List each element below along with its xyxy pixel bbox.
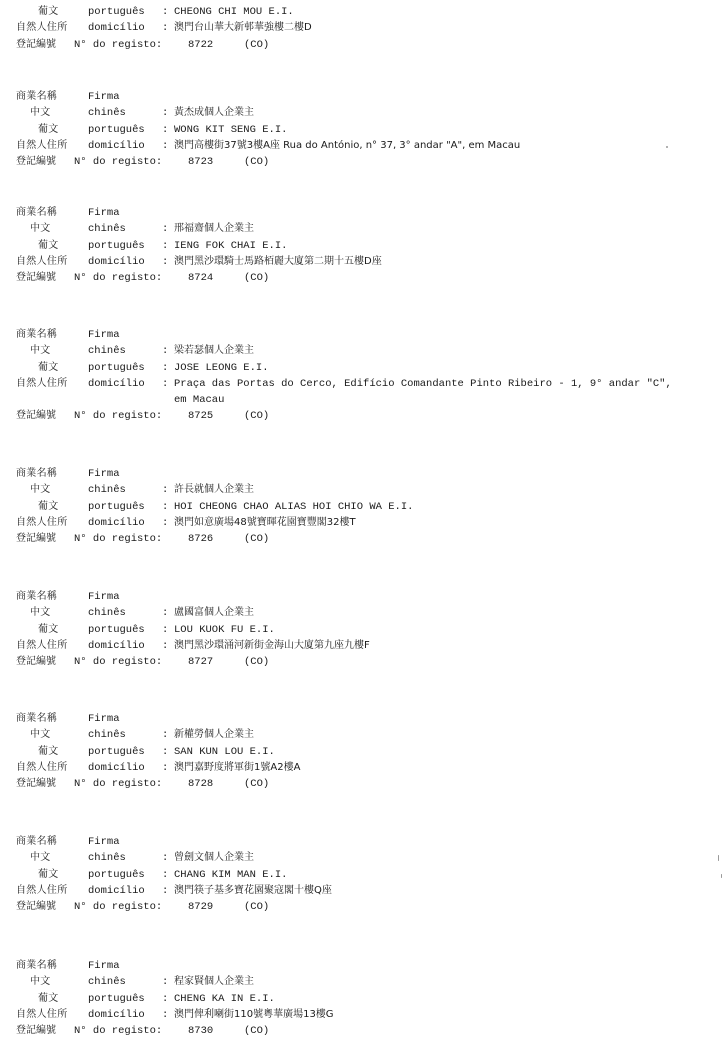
portuguese-name-value: LOU KUOK FU E.I. xyxy=(174,623,275,636)
portuguese-label-zh: 葡文 xyxy=(38,239,59,251)
registration-code: (CO) xyxy=(244,38,270,51)
domicile-label-zh: 自然人住所 xyxy=(16,761,68,773)
portuguese-name-value: HOI CHEONG CHAO ALIAS HOI CHIO WA E.I. xyxy=(174,500,414,513)
registration-code: (CO) xyxy=(244,156,270,169)
domicile-label-zh: 自然人住所 xyxy=(16,22,68,34)
registration-label-pt: N° do registo: xyxy=(74,656,163,669)
portuguese-name-row xyxy=(16,360,716,376)
chinese-name-value: 邢福齋個人企業主 xyxy=(174,223,254,235)
portuguese-label-pt: português xyxy=(88,361,145,374)
portuguese-label-pt: português xyxy=(88,123,145,136)
scan-speck xyxy=(666,146,668,148)
colon: : xyxy=(162,139,169,152)
firm-header-row xyxy=(16,958,716,974)
domicile-value: 澳門台山華大新邨華強樓二樓D xyxy=(174,22,312,34)
firm-label-zh: 商業名稱 xyxy=(16,713,58,724)
domicile-label-zh: 自然人住所 xyxy=(16,255,68,267)
registration-number: 8728 xyxy=(188,778,214,791)
portuguese-name-value: CHEONG CHI MOU E.I. xyxy=(174,6,294,18)
colon: : xyxy=(162,484,169,497)
domicile-row xyxy=(16,376,716,392)
chinese-label-zh: 中文 xyxy=(30,607,51,619)
domicile-value: 澳門黑沙環涌河新街金海山大廈第九座九樓F xyxy=(174,639,370,651)
chinese-name-row xyxy=(16,605,716,621)
registration-number: 8725 xyxy=(188,410,214,423)
registration-label-zh: 登記編號 xyxy=(16,901,56,913)
domicile-label-zh: 自然人住所 xyxy=(16,377,68,389)
firm-entry xyxy=(16,89,716,170)
domicile-label-zh: 自然人住所 xyxy=(16,1008,68,1020)
chinese-name-value: 梁若瑟個人企業主 xyxy=(174,345,254,357)
firm-label-zh: 商業名稱 xyxy=(16,91,58,102)
registration-label-zh: 登記編號 xyxy=(16,778,56,790)
domicile-row xyxy=(16,1007,716,1023)
registration-label-zh: 登記編號 xyxy=(16,533,56,545)
colon: : xyxy=(162,500,169,513)
portuguese-label-zh: 葡文 xyxy=(38,623,59,635)
firm-label-pt: Firma xyxy=(88,207,120,219)
colon: : xyxy=(162,761,169,774)
domicile-row xyxy=(16,254,716,270)
colon: : xyxy=(162,107,169,120)
registration-row xyxy=(16,408,716,424)
chinese-label-pt: chinês xyxy=(88,976,126,989)
colon: : xyxy=(162,868,169,881)
firm-header-row xyxy=(16,89,716,105)
domicile-label-pt: domicílio xyxy=(88,22,145,35)
domicile-row xyxy=(16,883,716,899)
domicile-label-pt: domicílio xyxy=(88,639,145,652)
portuguese-label-zh: 葡文 xyxy=(38,6,59,17)
domicile-label-pt: domicílio xyxy=(88,761,145,774)
firm-header-row xyxy=(16,834,716,850)
chinese-label-zh: 中文 xyxy=(30,484,51,496)
chinese-name-row xyxy=(16,727,716,743)
colon: : xyxy=(162,123,169,136)
domicile-label-pt: domicílio xyxy=(88,516,145,529)
registration-label-pt: N° do registo: xyxy=(74,272,163,285)
colon: : xyxy=(162,361,169,374)
colon: : xyxy=(162,255,169,268)
portuguese-name-row xyxy=(16,238,716,254)
registration-code: (CO) xyxy=(244,778,270,791)
colon: : xyxy=(162,223,169,236)
partial-entry xyxy=(16,4,716,53)
portuguese-name-value: IENG FOK CHAI E.I. xyxy=(174,239,288,252)
colon: : xyxy=(162,729,169,742)
registration-label-pt: N° do registo: xyxy=(74,778,163,791)
firm-label-zh: 商業名稱 xyxy=(16,836,58,847)
registration-number: 8726 xyxy=(188,533,214,546)
firm-entry xyxy=(16,589,716,670)
scan-speck xyxy=(721,874,722,878)
domicile-value: 澳門筷子基多寶花園聚寇閣十樓Q座 xyxy=(174,884,332,896)
colon: : xyxy=(162,1008,169,1021)
registration-number: 8722 xyxy=(188,38,214,51)
portuguese-label-zh: 葡文 xyxy=(38,992,59,1004)
colon: : xyxy=(162,607,169,620)
registration-label-pt: N° do registo: xyxy=(74,38,163,51)
firm-label-pt: Firma xyxy=(88,329,120,341)
domicile-row xyxy=(16,515,716,531)
domicile-label-pt: domicílio xyxy=(88,139,145,152)
chinese-label-zh: 中文 xyxy=(30,729,51,741)
registration-code: (CO) xyxy=(244,1025,270,1038)
portuguese-name-row xyxy=(16,744,716,760)
chinese-name-row xyxy=(16,974,716,990)
domicile-label-pt: domicílio xyxy=(88,1008,145,1021)
colon: : xyxy=(162,239,169,252)
chinese-name-value: 盧國富個人企業主 xyxy=(174,607,254,619)
firm-entry xyxy=(16,205,716,286)
portuguese-label-pt: português xyxy=(88,6,145,18)
portuguese-label-pt: português xyxy=(88,500,145,513)
portuguese-label-pt: português xyxy=(88,992,145,1005)
portuguese-name-row xyxy=(16,991,716,1007)
domicile-label-zh: 自然人住所 xyxy=(16,516,68,528)
chinese-label-zh: 中文 xyxy=(30,976,51,988)
colon: : xyxy=(162,639,169,652)
portuguese-name-row xyxy=(16,122,716,138)
registration-row xyxy=(16,776,716,792)
portuguese-label-pt: português xyxy=(88,623,145,636)
registration-number: 8729 xyxy=(188,901,214,914)
registration-row xyxy=(16,531,716,547)
firm-label-pt: Firma xyxy=(88,713,120,725)
chinese-label-pt: chinês xyxy=(88,223,126,236)
registration-code: (CO) xyxy=(244,901,270,914)
portuguese-name-row xyxy=(16,867,716,883)
domicile-label-pt: domicílio xyxy=(88,884,145,897)
colon: : xyxy=(162,377,169,390)
portuguese-name-value: CHENG KA IN E.I. xyxy=(174,992,275,1005)
chinese-name-value: 曾劍文個人企業主 xyxy=(174,852,254,864)
colon: : xyxy=(162,976,169,989)
registration-code: (CO) xyxy=(244,272,270,285)
registration-label-pt: N° do registo: xyxy=(74,156,163,169)
chinese-label-zh: 中文 xyxy=(30,345,51,357)
registration-label-pt: N° do registo: xyxy=(74,901,163,914)
firm-entry xyxy=(16,711,716,792)
firm-header-row xyxy=(16,466,716,482)
domicile-row xyxy=(16,20,716,36)
domicile-value: 澳門黑沙環騎士馬路栢麗大廈第二期十五樓D座 xyxy=(174,255,382,267)
registration-number: 8727 xyxy=(188,656,214,669)
domicile-value: 澳門如意廣場48號寶暉花園寶豐閣32樓T xyxy=(174,516,356,528)
portuguese-label-zh: 葡文 xyxy=(38,745,59,757)
chinese-label-pt: chinês xyxy=(88,607,126,620)
firm-entry xyxy=(16,327,716,425)
domicile-value: Praça das Portas do Cerco, Edifício Comandante Pinto Ribeiro - 1, 9° andar "C", xyxy=(174,377,672,390)
colon: : xyxy=(162,22,169,35)
colon: : xyxy=(162,745,169,758)
registration-row xyxy=(16,654,716,670)
chinese-name-row xyxy=(16,482,716,498)
portuguese-name-row xyxy=(16,622,716,638)
registration-code: (CO) xyxy=(244,656,270,669)
firm-entry xyxy=(16,466,716,547)
domicile-continuation-row xyxy=(16,392,716,408)
registration-label-zh: 登記編號 xyxy=(16,1025,56,1037)
portuguese-label-pt: português xyxy=(88,745,145,758)
portuguese-name-value: WONG KIT SENG E.I. xyxy=(174,123,288,136)
firm-label-zh: 商業名稱 xyxy=(16,960,58,971)
firm-entry xyxy=(16,958,716,1039)
domicile-label-pt: domicílio xyxy=(88,255,145,268)
portuguese-name-row xyxy=(16,499,716,515)
registration-label-zh: 登記編號 xyxy=(16,38,56,50)
firm-header-row xyxy=(16,589,716,605)
firm-header-row xyxy=(16,205,716,221)
domicile-continuation-value: em Macau xyxy=(174,394,225,407)
registration-row xyxy=(16,270,716,286)
registration-label-pt: N° do registo: xyxy=(74,410,163,423)
portuguese-name-row xyxy=(16,4,716,20)
colon: : xyxy=(162,6,169,18)
registration-label-zh: 登記編號 xyxy=(16,656,56,668)
chinese-name-row xyxy=(16,850,716,866)
domicile-row xyxy=(16,138,716,154)
domicile-label-zh: 自然人住所 xyxy=(16,139,68,151)
chinese-name-value: 黃杰成個人企業主 xyxy=(174,107,254,119)
portuguese-label-zh: 葡文 xyxy=(38,500,59,512)
chinese-label-zh: 中文 xyxy=(30,107,51,119)
chinese-name-row xyxy=(16,221,716,237)
chinese-name-value: 許長就個人企業主 xyxy=(174,484,254,496)
colon: : xyxy=(162,884,169,897)
scan-speck xyxy=(718,855,719,861)
portuguese-name-value: JOSE LEONG E.I. xyxy=(174,361,269,374)
portuguese-label-zh: 葡文 xyxy=(38,868,59,880)
portuguese-label-pt: português xyxy=(88,868,145,881)
registration-row xyxy=(16,1023,716,1039)
firm-entry xyxy=(16,834,716,915)
firm-label-zh: 商業名稱 xyxy=(16,207,58,218)
domicile-value: 澳門俾利喇街110號粵華廣場13樓G xyxy=(174,1008,334,1020)
chinese-label-zh: 中文 xyxy=(30,852,51,864)
chinese-name-row xyxy=(16,343,716,359)
domicile-row xyxy=(16,760,716,776)
registration-row xyxy=(16,154,716,170)
registration-label-pt: N° do registo: xyxy=(74,1025,163,1038)
domicile-label-zh: 自然人住所 xyxy=(16,884,68,896)
domicile-label-zh: 自然人住所 xyxy=(16,639,68,651)
registration-label-pt: N° do registo: xyxy=(74,533,163,546)
registration-code: (CO) xyxy=(244,410,270,423)
colon: : xyxy=(162,992,169,1005)
colon: : xyxy=(162,345,169,358)
firm-label-pt: Firma xyxy=(88,91,120,103)
firm-label-pt: Firma xyxy=(88,591,120,603)
portuguese-label-zh: 葡文 xyxy=(38,361,59,373)
firm-label-zh: 商業名稱 xyxy=(16,591,58,602)
portuguese-name-value: SAN KUN LOU E.I. xyxy=(174,745,275,758)
chinese-name-row xyxy=(16,105,716,121)
registration-row xyxy=(16,899,716,915)
chinese-label-pt: chinês xyxy=(88,345,126,358)
colon: : xyxy=(162,852,169,865)
chinese-name-value: 新權勞個人企業主 xyxy=(174,729,254,741)
firm-header-row xyxy=(16,327,716,343)
firm-label-pt: Firma xyxy=(88,960,120,972)
chinese-name-value: 程家賢個人企業主 xyxy=(174,976,254,988)
registration-number: 8724 xyxy=(188,272,214,285)
firm-label-pt: Firma xyxy=(88,468,120,480)
firm-header-row xyxy=(16,711,716,727)
domicile-label-pt: domicílio xyxy=(88,377,145,390)
portuguese-label-zh: 葡文 xyxy=(38,123,59,135)
colon: : xyxy=(162,516,169,529)
firm-label-zh: 商業名稱 xyxy=(16,468,58,479)
chinese-label-pt: chinês xyxy=(88,729,126,742)
registration-label-zh: 登記編號 xyxy=(16,272,56,284)
portuguese-label-pt: português xyxy=(88,239,145,252)
firm-label-zh: 商業名稱 xyxy=(16,329,58,340)
colon: : xyxy=(162,623,169,636)
chinese-label-zh: 中文 xyxy=(30,223,51,235)
domicile-row xyxy=(16,638,716,654)
registration-number: 8730 xyxy=(188,1025,214,1038)
registration-label-zh: 登記編號 xyxy=(16,156,56,168)
registration-number: 8723 xyxy=(188,156,214,169)
firm-label-pt: Firma xyxy=(88,836,120,848)
domicile-value: 澳門高樓街37號3樓A座 Rua do António, n° 37, 3° andar "A", em Macau xyxy=(174,139,521,151)
registration-label-zh: 登記編號 xyxy=(16,410,56,422)
portuguese-name-value: CHANG KIM MAN E.I. xyxy=(174,868,288,881)
registration-code: (CO) xyxy=(244,533,270,546)
chinese-label-pt: chinês xyxy=(88,484,126,497)
registration-row xyxy=(16,37,716,53)
domicile-value: 澳門嘉野度將軍街1號A2樓A xyxy=(174,761,301,773)
chinese-label-pt: chinês xyxy=(88,852,126,865)
chinese-label-pt: chinês xyxy=(88,107,126,120)
